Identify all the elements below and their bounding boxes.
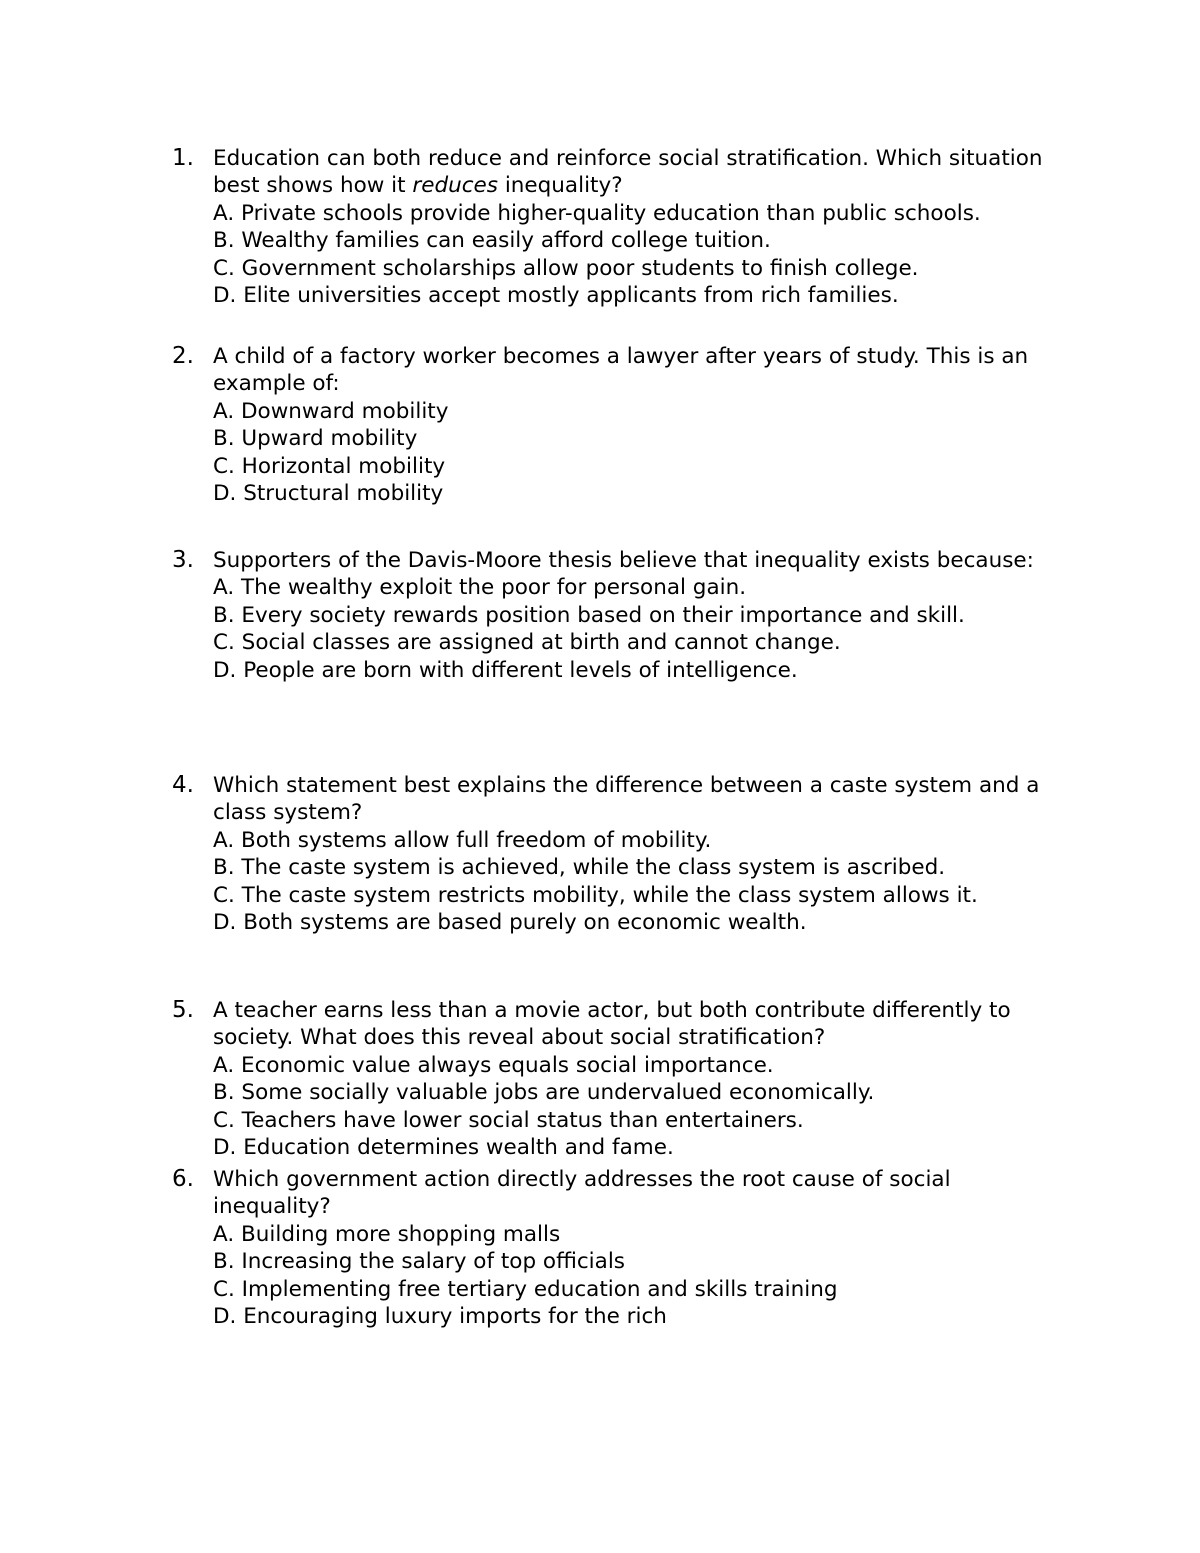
option-d: D. People are born with different levels of intelligence. [213,657,798,683]
option-c: C. Social classes are assigned at birth and cannot change. [213,630,841,656]
option-b: B. Upward mobility [213,426,418,452]
question-number: 4. [172,772,194,798]
option-d: D. Education determines wealth and fame. [213,1135,674,1161]
question-stem: Which government action directly addresses the root cause of social inequality? [213,1167,958,1220]
option-b: B. Some socially valuable jobs are undervalued economically. [213,1080,875,1106]
option-c: C. Horizontal mobility [213,453,446,479]
option-d: D. Elite universities accept mostly applicants from rich families. [213,283,899,309]
question-6 [172,1166,1072,1330]
option-d: D. Encouraging luxury imports for the rich [213,1304,667,1330]
question-stem: A teacher earns less than a movie actor, but both contribute differently to society. What does this reveal about social stratification? [213,998,1018,1051]
option-d: D. Both systems are based purely on economic wealth. [213,910,807,936]
option-c: C. Teachers have lower social status than entertainers. [213,1107,804,1133]
question-2 [172,343,1072,507]
question-number: 3. [172,547,194,573]
option-a: A. Both systems allow full freedom of mobility. [213,827,712,853]
question-stem: A child of a factory worker becomes a lawyer after years of study. This is an example of: [213,344,1036,397]
question-body [213,1166,1072,1330]
question-3 [172,547,1072,684]
option-c: C. Implementing free tertiary education and skills training [213,1276,838,1302]
question-body [213,772,1072,936]
option-b: B. Wealthy families can easily afford college tuition. [213,228,771,254]
stem-emphasis: reduces [412,173,498,199]
question-body [213,343,1072,507]
option-a: A. Building more shopping malls [213,1221,561,1247]
option-c: C. Government scholarships allow poor students to finish college. [213,255,919,281]
question-number: 6. [172,1166,194,1192]
question-5 [172,997,1072,1161]
question-body [213,997,1072,1161]
option-a: A. Economic value always equals social importance. [213,1052,774,1078]
question-stem: Which statement best explains the difference between a caste system and a class system? [213,773,1047,826]
question-number: 5. [172,997,194,1023]
option-b: B. The caste system is achieved, while the class system is ascribed. [213,855,946,881]
option-b: B. Every society rewards position based on their importance and skill. [213,602,965,628]
option-c: C. The caste system restricts mobility, while the class system allows it. [213,882,978,908]
question-number: 2. [172,343,194,369]
stem-text-end: inequality? [497,173,623,199]
option-a: A. The wealthy exploit the poor for personal gain. [213,575,747,601]
question-body [213,145,1072,309]
question-stem [213,145,1072,200]
option-a: A. Downward mobility [213,398,449,424]
question-1 [172,145,1072,309]
stem-text: Education can both reduce and reinforce social stratification. Which situation best shows how it [213,146,1050,199]
option-a: A. Private schools provide higher-quality education than public schools. [213,200,981,226]
option-b: B. Increasing the salary of top officials [213,1249,626,1275]
question-stem: Supporters of the Davis-Moore thesis believe that inequality exists because: [213,548,1034,573]
question-4 [172,772,1072,936]
question-body [213,547,1072,684]
option-d: D. Structural mobility [213,481,444,507]
question-number: 1. [172,145,194,171]
